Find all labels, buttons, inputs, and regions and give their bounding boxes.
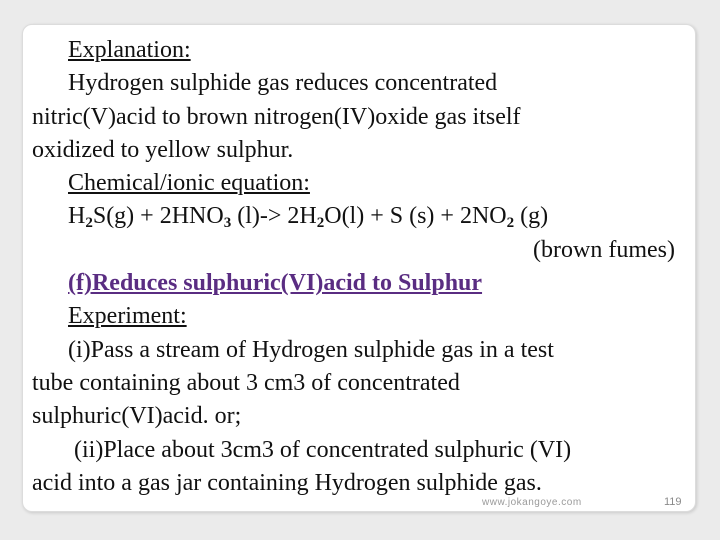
section-heading: (f)Reduces sulphuric(VI)acid to Sulphur: [68, 270, 483, 297]
equation-part: O(l) + S (s) + 2NO: [324, 203, 507, 230]
experiment-heading: Experiment:: [68, 303, 187, 330]
equation-note: (brown fumes): [533, 236, 675, 263]
equation-part: H: [68, 203, 86, 230]
equation-part: (g): [514, 203, 549, 230]
equation-part: S(g) + 2HNO: [92, 203, 224, 230]
page-number: 119: [664, 496, 682, 508]
equation-subscript: 2: [316, 215, 325, 232]
equation-subscript: 2: [85, 215, 93, 232]
step-2-line-2: acid into a gas jar containing Hydrogen sulphide gas.: [32, 469, 542, 496]
step-2-line-1: (ii)Place about 3cm3 of concentrated sulphuric (VI): [74, 436, 572, 463]
explanation-line-3: oxidized to yellow sulphur.: [32, 136, 294, 163]
equation-subscript: 3: [223, 215, 232, 232]
slide-body: [32, 34, 692, 500]
chemical-equation: [32, 200, 692, 233]
explanation-heading: Explanation:: [68, 37, 191, 63]
explanation-line-2: nitric(V)acid to brown nitrogen(IV)oxide gas itself: [32, 103, 521, 130]
step-1-line-2: tube containing about 3 cm3 of concentrated: [32, 369, 460, 396]
step-1-line-1: (i)Pass a stream of Hydrogen sulphide gas in a test: [68, 336, 554, 363]
equation-heading: Chemical/ionic equation:: [68, 170, 310, 197]
footer-url: www.jokangoye.com: [482, 497, 582, 508]
step-1-line-3: sulphuric(VI)acid. or;: [32, 403, 242, 430]
explanation-line-1: Hydrogen sulphide gas reduces concentrated: [68, 70, 498, 97]
equation-part: (l)-> 2H: [231, 203, 317, 230]
equation-subscript: 2: [506, 215, 515, 232]
